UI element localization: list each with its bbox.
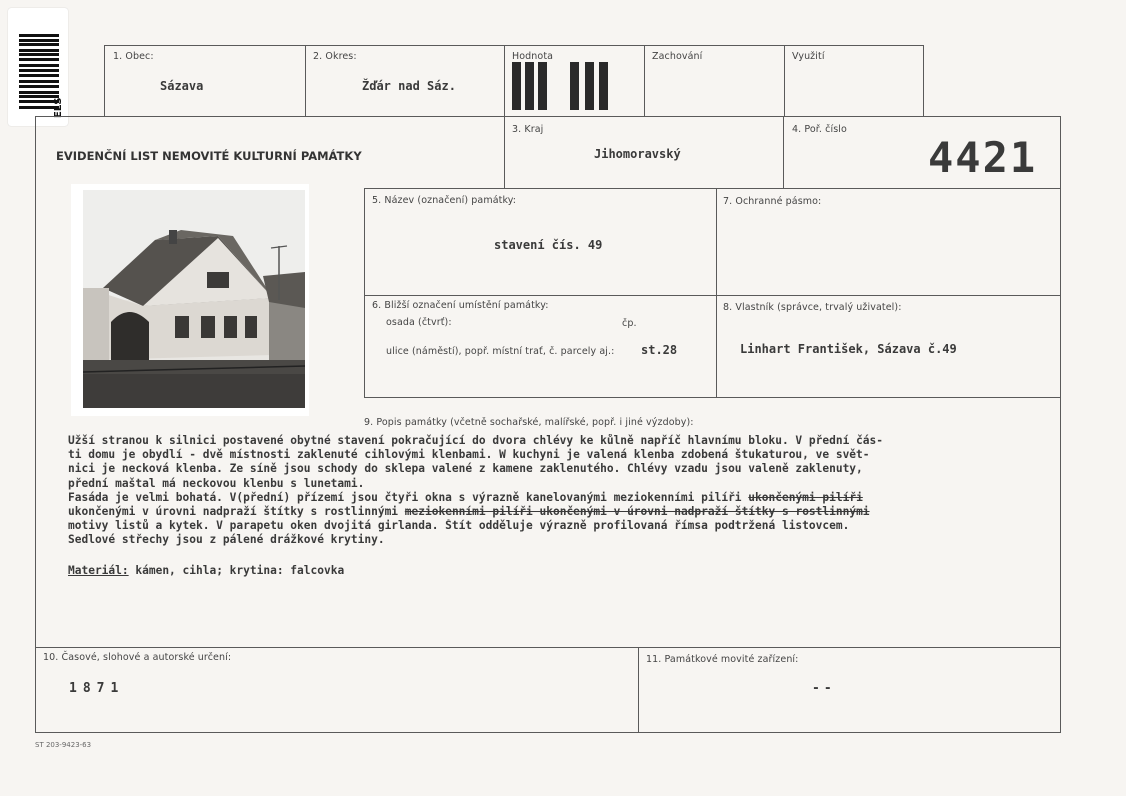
popis-line: nici je necková klenba. Ze síně jsou schody do sklepa valené z kamene zaklenutého. Chlévy vzadu jsou valeně zaklenuty,: [68, 462, 863, 476]
title-divider: [504, 116, 505, 189]
osada-label: osada (čtvrť):: [386, 317, 452, 328]
material-label: Materiál:: [68, 563, 129, 577]
okres-value: Žďár nad Sáz.: [362, 79, 456, 93]
hodnota-label: Hodnota: [512, 51, 554, 62]
hodnota-mark-icon: [512, 62, 612, 112]
casove-label: 10. Časové, slohové a autorské určení:: [43, 652, 232, 663]
kraj-value: Jihomoravský: [594, 147, 681, 161]
nazev-label: 5. Název (označení) památky:: [372, 195, 517, 206]
popis-line: přední maštal má neckovou klenbu s lunetami.: [68, 476, 365, 490]
popis-line: Užší stranou k silnici postavené obytné stavení pokračující do dvora chlévy ke kůlně napříč hlavnímu bloku. V přední čás-: [68, 434, 883, 447]
vyuziti-label: Využití: [792, 51, 825, 62]
casove-value: 1871: [69, 681, 125, 696]
popis-label: 9. Popis památky (včetně sochařské, malířské, popř. i jiné výzdoby):: [364, 417, 694, 428]
vlastnik-value: Linhart František, Sázava č.49: [740, 342, 957, 356]
material-line: [68, 564, 1048, 578]
obec-value: Sázava: [160, 79, 204, 93]
barcode-sticker: [8, 8, 68, 126]
vlastnik-label: 8. Vlastník (správce, trvalý uživatel):: [723, 302, 902, 313]
popis-line: motivy listů a kytek. V parapetu oken dvojitá girlanda. Štít odděluje výrazně profilovaná římsa podtržená listovcem.: [68, 519, 850, 533]
monument-photo: [71, 184, 309, 416]
movite-value: --: [812, 681, 836, 696]
cp-label: čp.: [622, 318, 637, 329]
footer-code: ST 203-9423-63: [35, 741, 92, 749]
por-cislo-value: 4421: [928, 133, 1038, 182]
okres-label: 2. Okres:: [313, 51, 357, 62]
material-value: kámen, cihla; krytina: falcovka: [135, 563, 345, 577]
popis-line: ukončenými v úrovni nadpraží štítky s rostlinnými meziokenními pilíři ukončenými v úrovni nadpraží štítky s rostlinnými: [68, 505, 870, 519]
popis-text: [68, 434, 1048, 578]
obec-label: 1. Obec:: [113, 51, 154, 62]
struck-text: meziokenními pilíři ukončenými v úrovni nadpraží štítky s rostlinnými: [404, 505, 870, 519]
ulice-label: ulice (náměstí), popř. místní trať, č. parcely aj.:: [386, 346, 615, 357]
por-cislo-label: 4. Poř. číslo: [792, 124, 847, 135]
popis-line: ti domu je obydlí - dvě místnosti zaklenuté cihlovými klenbami. W kuchyni je valená klenba zdobená štukaturou, ve svět-: [68, 448, 870, 462]
popis-line: Sedlové střechy jsou z pálené drážkové krytiny.: [68, 533, 385, 547]
movite-label: 11. Památkové movité zařízení:: [646, 654, 799, 665]
kraj-label: 3. Kraj: [512, 124, 544, 135]
struck-text: ukončenými pilíři: [748, 490, 863, 504]
zachovani-label: Zachování: [652, 51, 703, 62]
ochranne-pasmo-label: 7. Ochranné pásmo:: [723, 196, 822, 207]
form-title: EVIDENČNÍ LIST NEMOVITÉ KULTURNÍ PAMÁTKY: [56, 149, 362, 163]
popis-line: Fasáda je velmi bohatá. V(přední) přízemí jsou čtyři okna s výrazně kanelovanými meziokenními pilíři ukončenými pilíři: [68, 490, 863, 504]
nazev-value: stavení čís. 49: [494, 238, 603, 252]
umisteni-label: 6. Bližší označení umístění památky:: [372, 300, 549, 311]
bottom-divider: [35, 647, 1061, 648]
parcela-value: st.28: [641, 343, 678, 357]
code-sticker-label: ELS: [53, 97, 64, 118]
